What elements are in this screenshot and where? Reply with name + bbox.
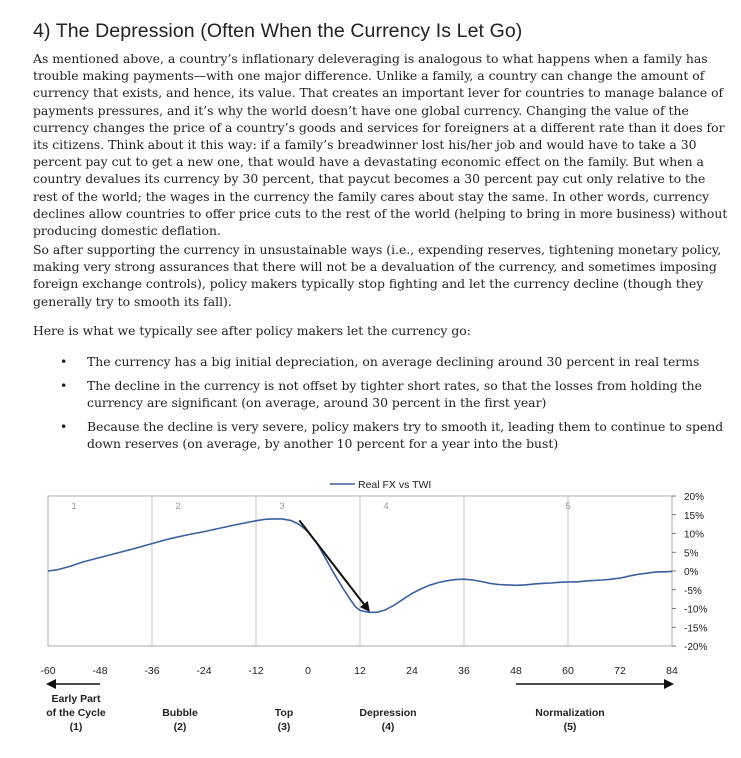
bullet-text: Because the decline is very severe, policy makers try to smooth it, leading them to continue to spend down reserves (on average, by another 10 percent for a year into the bust) bbox=[87, 419, 724, 451]
x-tick-label: 72 bbox=[614, 665, 626, 677]
phase-number: 2 bbox=[175, 501, 181, 512]
phase-label: Early Part bbox=[51, 693, 101, 705]
phase-label-number: (1) bbox=[69, 721, 83, 733]
bullet-list bbox=[60, 353, 725, 459]
y-tick-label: 0% bbox=[684, 567, 699, 578]
paragraph-currency-lever: As mentioned above, a country’s inflationary deleveraging is analogous to what happens when a family has trouble making payments—with one major difference. Unlike a family, a country can change the amount of currency that exists, and hence, its value. That creates an important lever for countries to manage balance of payments pressures, and it’s why the world doesn’t have one global currency. Changing the value of the currency changes the price of a country’s goods and services for foreigners at a different rate than it does for its citizens. Think about it this way: if a family’s breadwinner lost his/her job and would have to take a 30 percent pay cut to get a new one, that would have a devastating economic effect on the family. But when a country devalues its currency by 30 percent, that paycut becomes a 30 percent pay cut only relative to the rest of the world; the wages in the currency the family cares about stay the same. In other words, currency declines allow countries to offer price cuts to the rest of the world (helping to bring in more business) without producing domestic deflation. bbox=[33, 51, 728, 239]
y-tick-label: 20% bbox=[684, 492, 705, 503]
x-tick-label: 12 bbox=[354, 665, 366, 677]
phase-label-number: (5) bbox=[563, 721, 577, 733]
bullet-item bbox=[60, 353, 725, 370]
y-tick-label: -15% bbox=[684, 623, 708, 635]
x-tick-label: 24 bbox=[406, 665, 418, 677]
y-tick-label: 5% bbox=[684, 548, 699, 560]
legend-label: Real FX vs TWI bbox=[358, 479, 432, 491]
x-tick-label: -48 bbox=[92, 665, 108, 677]
y-tick-label: -20% bbox=[684, 642, 708, 653]
x-tick-label: 0 bbox=[305, 665, 311, 677]
bullet-text: The currency has a big initial depreciation, on average declining around 30 percent in real terms bbox=[87, 354, 700, 369]
bullet-item bbox=[60, 418, 725, 452]
phase-label: Top bbox=[274, 707, 294, 719]
x-tick-label: 48 bbox=[510, 665, 522, 677]
phase-number: 3 bbox=[279, 501, 285, 512]
x-tick-label: -24 bbox=[196, 665, 212, 677]
phase-number: 5 bbox=[565, 501, 571, 512]
paragraph-intro-list: Here is what we typically see after policy makers let the currency go: bbox=[33, 323, 471, 338]
phase-label: Bubble bbox=[162, 707, 198, 719]
x-tick-label: -36 bbox=[144, 665, 160, 677]
bullet-icon: • bbox=[60, 378, 68, 393]
bullet-icon: • bbox=[60, 354, 68, 369]
real-fx-chart bbox=[0, 470, 741, 758]
phase-label-number: (4) bbox=[381, 721, 395, 733]
bullet-text: The decline in the currency is not offset by tighter short rates, so that the losses from holding the currency are significant (on average, around 30 percent in the first year) bbox=[87, 378, 702, 410]
x-tick-label: 84 bbox=[666, 665, 678, 677]
decline-arrow bbox=[299, 520, 368, 610]
bullet-item bbox=[60, 377, 725, 411]
bullet-icon: • bbox=[60, 419, 68, 434]
phase-label: Depression bbox=[359, 707, 417, 719]
phase-label: of the Cycle bbox=[46, 707, 106, 719]
phase-label-number: (3) bbox=[277, 721, 291, 733]
x-tick-label: -60 bbox=[40, 665, 56, 677]
y-tick-label: -10% bbox=[684, 604, 708, 616]
y-tick-label: 15% bbox=[684, 510, 705, 522]
y-tick-label: 10% bbox=[684, 529, 705, 541]
x-tick-label: 60 bbox=[562, 665, 574, 677]
y-tick-label: -5% bbox=[684, 585, 702, 597]
x-tick-label: 36 bbox=[458, 665, 470, 677]
x-tick-label: -12 bbox=[248, 665, 264, 677]
phase-label-number: (2) bbox=[173, 721, 187, 733]
phase-number: 4 bbox=[383, 501, 389, 512]
phase-label: Normalization bbox=[535, 707, 605, 719]
paragraph-policy-makers: So after supporting the currency in unsustainable ways (i.e., expending reserves, tightening monetary policy, making very strong assurances that there will not be a devaluation of the currency, and sometimes imposing foreign exchange controls), policy makers typically stop fighting and let the currency decline (though they generally try to smooth its fall). bbox=[33, 242, 722, 309]
section-title: 4) The Depression (Often When the Currency Is Let Go) bbox=[33, 20, 523, 42]
phase-number: 1 bbox=[71, 501, 77, 512]
